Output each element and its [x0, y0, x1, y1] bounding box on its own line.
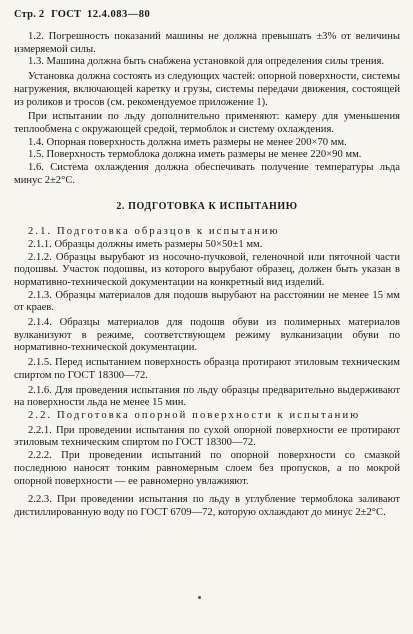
section-heading: 2. ПОДГОТОВКА К ИСПЫТАНИЮ: [116, 201, 298, 213]
paragraph-1-6: 1.6. Система охлаждения должна обеспечивать получение температуры льда минус 2±2°С.: [14, 162, 400, 186]
paragraph-2-2-2: 2.2.2. При проведении испытаний по опорной поверхности со смазкой последнюю наносят тонким равномерным слоем без пропусков, а по мокрой опорной поверхности — ее равномерно увлажняют.: [14, 450, 400, 487]
print-speck: [198, 596, 201, 599]
paragraph-ice-testing: При испытании по льду дополнительно применяют: камеру для уменьшения теплообмена с окружающей средой, термоблок и систему охлаждения.: [14, 111, 400, 135]
paragraph-2-2-3: 2.2.3. При проведении испытания по льду в углубление термоблока заливают дистиллированную воду по ГОСТ 6709—72, которую охлаждают до минус 2±2°С.: [14, 494, 400, 518]
paragraph-2-2-1: 2.2.1. При проведении испытания по сухой опорной поверхности ее протирают этиловым техническим спиртом по ГОСТ 18300—72.: [14, 424, 400, 449]
paragraph-installation: Установка должна состоять из следующих частей: опорной поверхности, системы нагружения, включающей каретку и грузы, системы передачи движения, состоящей из роликов и тросов (см. рекомендуемое приложение 1).: [14, 71, 400, 108]
paragraph-2-1-5: 2.1.5. Перед испытанием поверхность образца протирают этиловым техническим спиртом по ГОСТ 18300—72.: [14, 357, 400, 381]
document-body: [14, 31, 400, 520]
paragraph-2-1-6: 2.1.6. Для проведения испытания по льду образцы предварительно выдерживают на поверхности льда не менее 15 мин.: [14, 384, 400, 409]
page-header: [14, 9, 150, 20]
paragraph-2-1-2: 2.1.2. Образцы вырубают из носочно-пучковой, геленочной или пяточной части подошвы. Участок подошвы, из которого вырубают образец, должен быть указан в нормативно-технической документации на конкретный вид изделий.: [14, 251, 400, 288]
subsection-2-1: 2.1. Подготовка образцов к испытанию: [28, 226, 280, 238]
paragraph-2-1-3: 2.1.3. Образцы материалов для подошв вырубают на расстоянии не менее 15 мм от краев.: [14, 289, 400, 314]
subsection-2-2: 2.2. Подготовка опорной поверхности к испытанию: [28, 409, 361, 421]
paragraph-1-2: 1.2. Погрешность показаний машины не должна превышать ±3% от величины измеряемой силы.: [14, 31, 400, 55]
standard-label: ГОСТ: [51, 9, 82, 20]
paragraph-2-1-1: 2.1.1. Образцы должны иметь размеры 50×50±1 мм.: [28, 238, 263, 250]
paragraph-1-4: 1.4. Опорная поверхность должна иметь размеры не менее 200×70 мм.: [28, 136, 347, 148]
paragraph-2-1-4: 2.1.4. Образцы материалов для подошв обуви из полимерных материалов вулканизуют в режиме, соответствующем режиму вулканизации обуви по нормативно-технической документации.: [14, 317, 400, 354]
page-number: Стр. 2: [14, 9, 45, 20]
paragraph-1-5: 1.5. Поверхность термоблока должна иметь размеры не менее 220×90 мм.: [28, 149, 362, 161]
paragraph-1-3: 1.3. Машина должна быть снабжена установкой для определения силы трения.: [28, 56, 385, 68]
standard-code: 12.4.083—80: [87, 9, 151, 20]
